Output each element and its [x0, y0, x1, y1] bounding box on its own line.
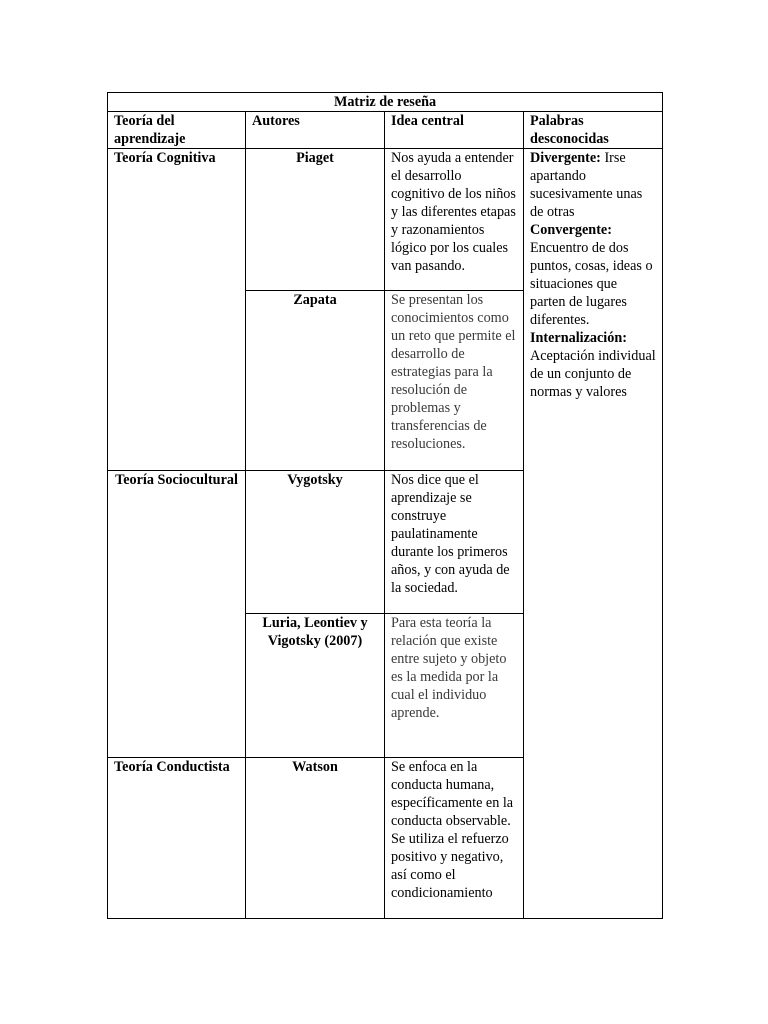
header-idea: Idea central	[385, 112, 524, 149]
word-term: Divergente:	[530, 150, 601, 166]
author-cell: Zapata	[246, 291, 385, 471]
idea-cell: Nos ayuda a entender el desarrollo cognitivo de los niños y las diferentes etapas y razonamientos lógico por los cuales van pasando.	[385, 149, 524, 291]
word-definition: Aceptación individual de un conjunto de normas y valores	[530, 348, 656, 400]
table-row	[108, 149, 663, 291]
author-cell: Piaget	[246, 149, 385, 291]
table-title: Matriz de reseña	[108, 93, 663, 112]
title-row	[108, 93, 663, 112]
word-term: Convergente:	[530, 222, 612, 238]
idea-cell: Se presentan los conocimientos como un reto que permite el desarrollo de estrategias para la resolución de problemas y transferencias de resoluciones.	[385, 291, 524, 471]
header-theory: Teoría del aprendizaje	[108, 112, 246, 149]
unknown-words-cell	[524, 149, 663, 919]
header-authors: Autores	[246, 112, 385, 149]
author-cell: Vygotsky	[246, 471, 385, 614]
author-cell: Watson	[246, 758, 385, 919]
theory-cell: Teoría Cognitiva	[108, 149, 246, 471]
word-term: Internalización:	[530, 330, 627, 346]
idea-cell: Nos dice que el aprendizaje se construye paulatinamente durante los primeros años, y con ayuda de la sociedad.	[385, 471, 524, 614]
header-row	[108, 112, 663, 149]
header-words: Palabras desconocidas	[524, 112, 663, 149]
theory-cell: Teoría Conductista	[108, 758, 246, 919]
idea-cell: Para esta teoría la relación que existe entre sujeto y objeto es la medida por la cual el individuo aprende.	[385, 614, 524, 758]
idea-cell: Se enfoca en la conducta humana, específicamente en la conducta observable. Se utiliza el refuerzo positivo y negativo, así como el condicionamiento	[385, 758, 524, 919]
word-definition: Encuentro de dos puntos, cosas, ideas o situaciones que parten de lugares diferentes.	[530, 240, 653, 328]
word-definition: Irse apartando sucesivamente unas de otras	[530, 150, 643, 220]
theory-cell: Teoría Sociocultural	[108, 471, 246, 758]
review-matrix-table	[107, 92, 663, 919]
author-cell: Luria, Leontiev y Vigotsky (2007)	[246, 614, 385, 758]
